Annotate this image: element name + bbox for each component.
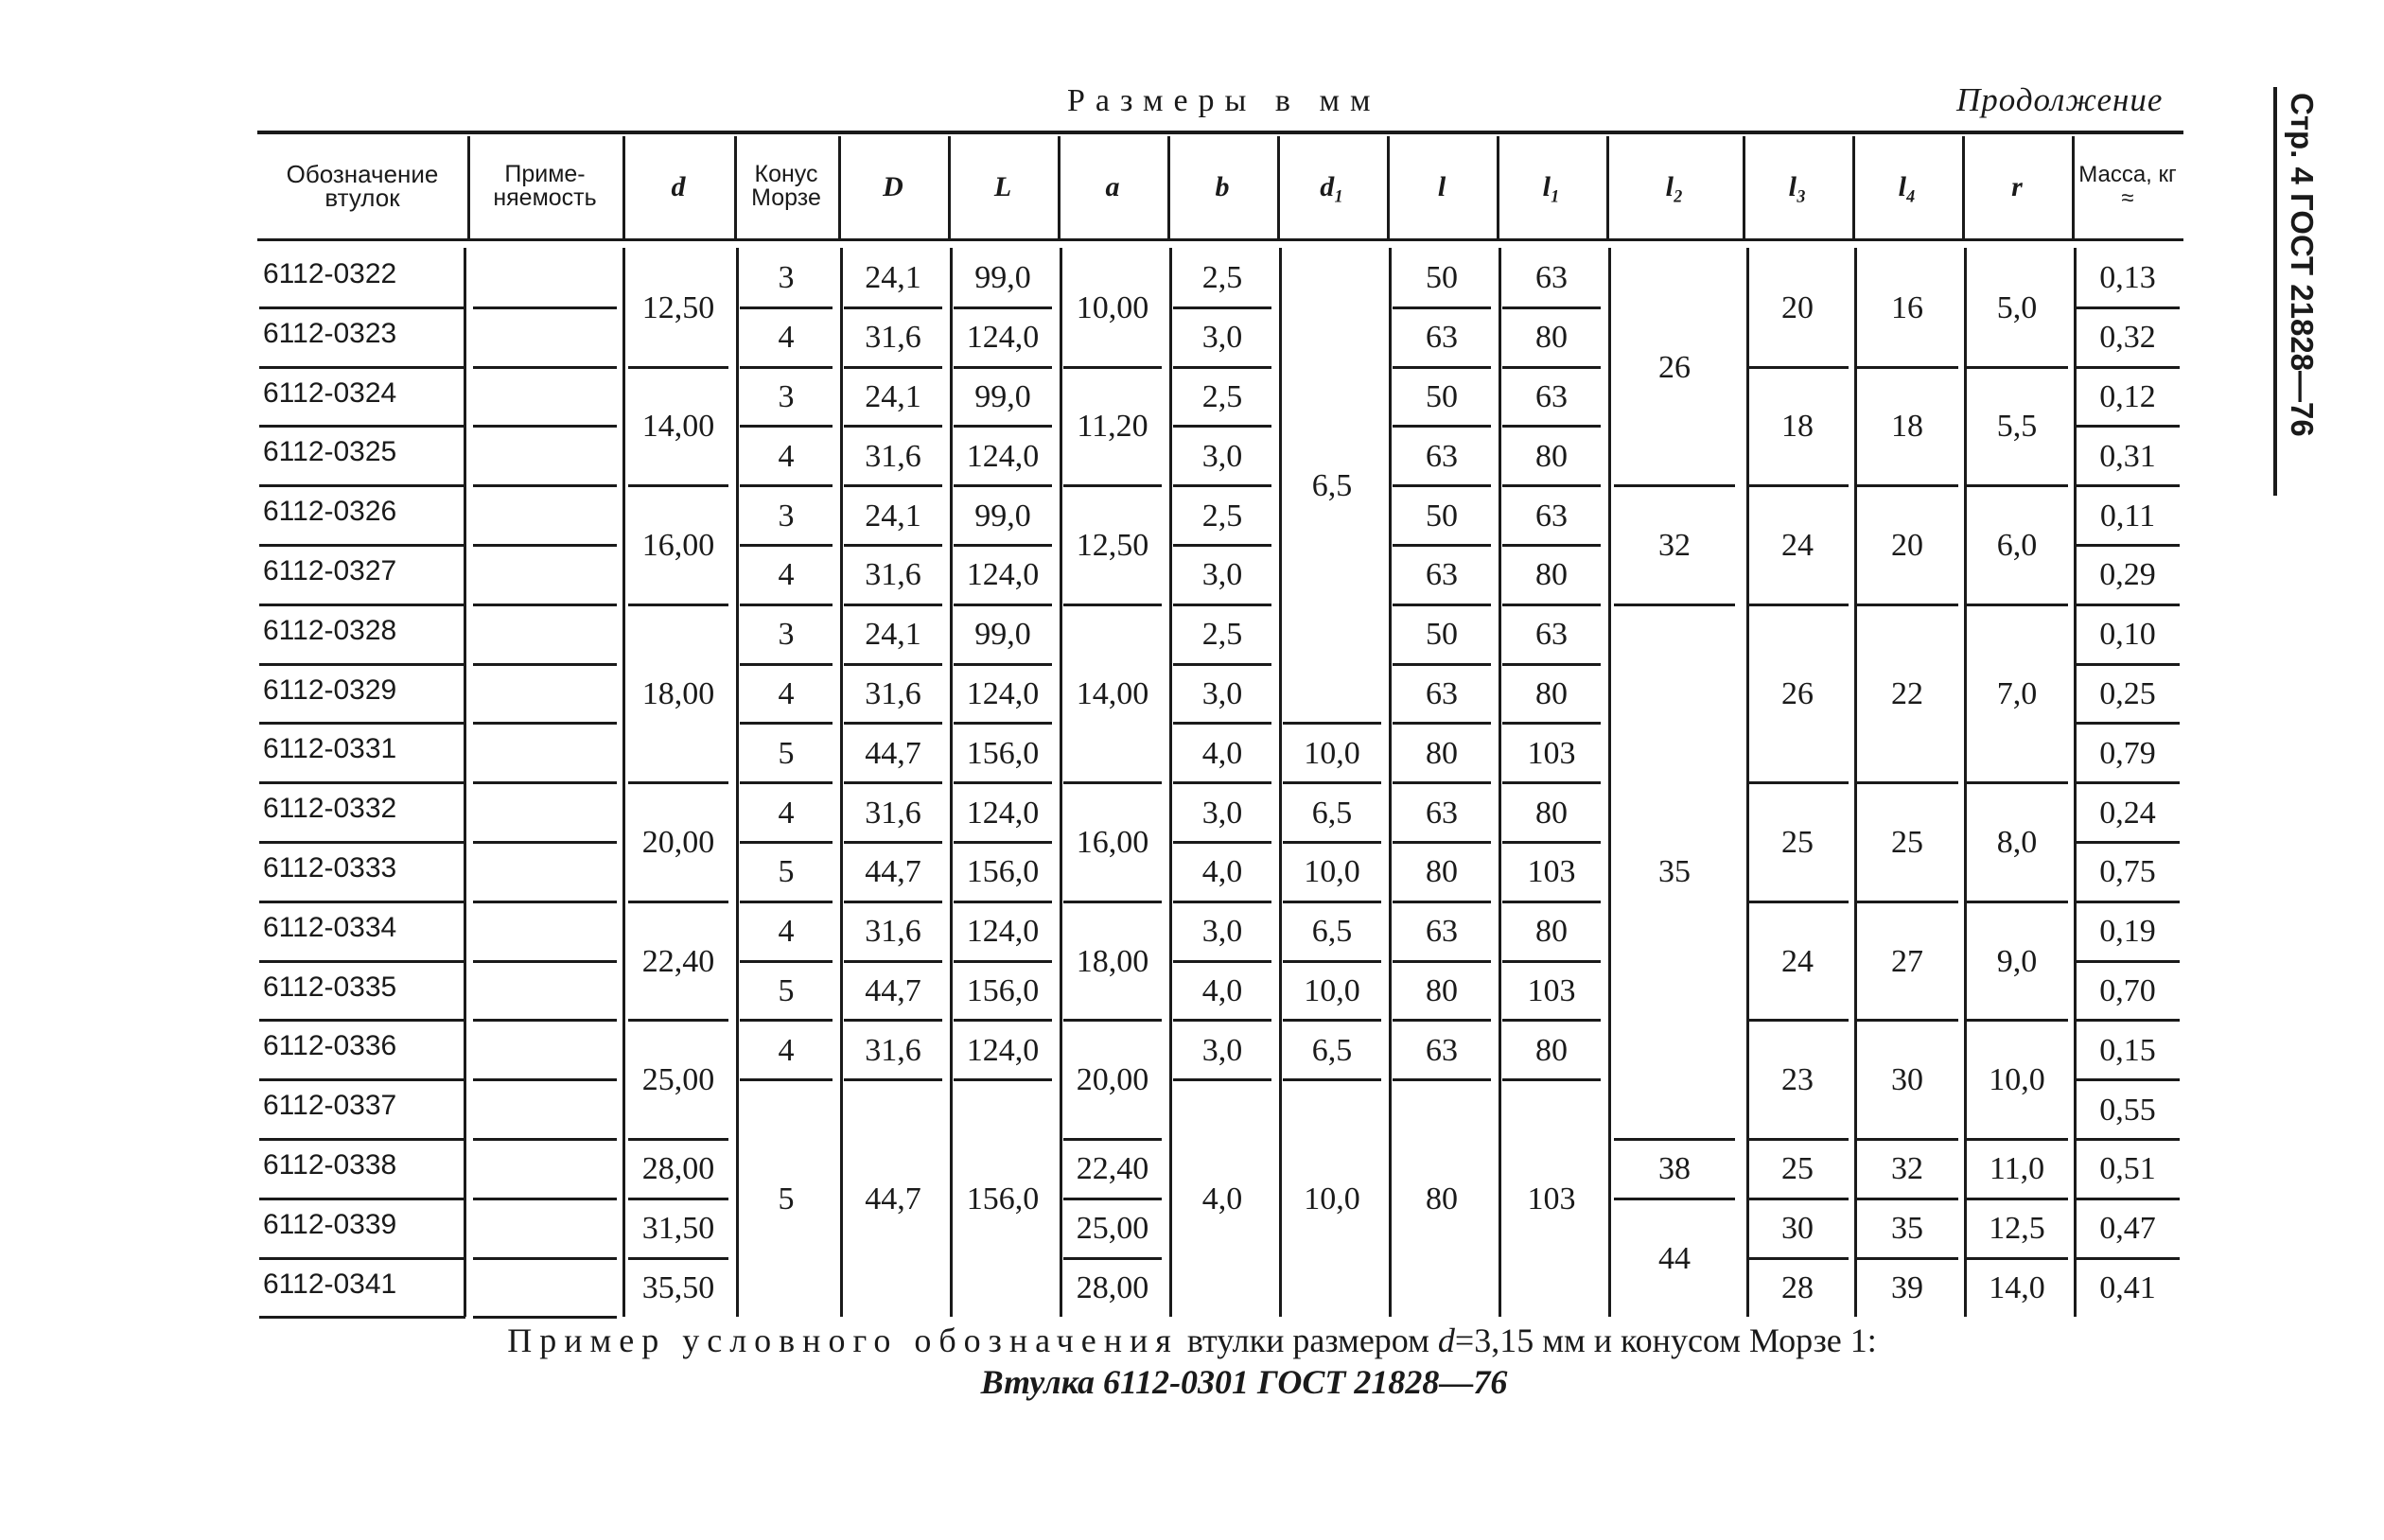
cell-mass: 0,47 (2099, 1211, 2156, 1247)
col-header-b: b (1215, 170, 1230, 202)
cell-L: 156,0 (966, 972, 1040, 1008)
header-rule (1497, 136, 1499, 238)
cell-l2: 35 (1658, 854, 1691, 890)
cell-b: 4,0 (1201, 735, 1243, 771)
table-rule (259, 544, 465, 547)
cell-D: 31,6 (865, 438, 921, 474)
cell-r: 14,0 (1989, 1269, 2045, 1305)
table-rule (259, 604, 465, 606)
table-rule (259, 841, 465, 844)
header-rule (1743, 136, 1745, 238)
header-rule (1387, 136, 1390, 238)
cell-r: 10,0 (1989, 1062, 2045, 1098)
cell-mass: 0,79 (2099, 735, 2156, 771)
table-rule (473, 781, 617, 784)
cell-b: 4,0 (1201, 1181, 1243, 1216)
cell-b: 3,0 (1201, 675, 1243, 711)
table-rule (259, 1198, 465, 1200)
cell-l1: 103 (1527, 854, 1576, 890)
cell-d1: 10,0 (1304, 735, 1360, 771)
cell-a: 14,00 (1076, 675, 1149, 711)
cell-mass: 0,70 (2099, 972, 2156, 1008)
cell-morse: 4 (778, 795, 795, 831)
cell-b: 3,0 (1201, 914, 1243, 950)
cell-d: 12,50 (641, 289, 715, 325)
page-title: Размеры в мм (1067, 83, 1381, 118)
cell-morse: 4 (778, 675, 795, 711)
cell-morse: 5 (778, 854, 795, 890)
cell-l4: 39 (1891, 1269, 1923, 1305)
cell-l1: 103 (1527, 972, 1576, 1008)
cell-d: 22,40 (641, 943, 715, 979)
table-top-rule (257, 131, 2183, 134)
cell-l: 63 (1426, 557, 1458, 593)
cell-d1: 6,5 (1311, 914, 1353, 950)
cell-D: 31,6 (865, 320, 921, 356)
designation-code: 6112-0327 (263, 555, 397, 586)
cell-a: 25,00 (1076, 1211, 1149, 1247)
table-rule (473, 1198, 617, 1200)
cell-a: 12,50 (1076, 527, 1149, 563)
cell-L: 124,0 (966, 914, 1040, 950)
cell-l1: 80 (1535, 1032, 1568, 1068)
example-value: =3,15 мм и конусом Морзе 1: (1454, 1321, 1877, 1359)
cell-r: 5,0 (1996, 289, 2038, 325)
cell-mass: 0,13 (2099, 260, 2156, 296)
cell-mass: 0,31 (2099, 438, 2156, 474)
cell-D: 24,1 (865, 617, 921, 653)
cell-d1: 6,5 (1311, 1032, 1353, 1068)
table-rule (473, 1138, 617, 1141)
cell-l1: 80 (1535, 320, 1568, 356)
cell-l: 50 (1426, 498, 1458, 534)
cell-l: 50 (1426, 260, 1458, 296)
cell-D: 31,6 (865, 795, 921, 831)
cell-l3: 23 (1781, 1062, 1814, 1098)
designation-code: 6112-0332 (263, 793, 397, 825)
designation-code: 6112-0341 (263, 1268, 397, 1300)
cell-d: 20,00 (641, 824, 715, 860)
cell-L: 124,0 (966, 1032, 1040, 1068)
cell-b: 3,0 (1201, 1032, 1243, 1068)
cell-morse: 4 (778, 438, 795, 474)
col-header-r: r (2011, 170, 2023, 202)
designation-code: 6112-0328 (263, 614, 397, 646)
cell-l1: 80 (1535, 438, 1568, 474)
table-rule (259, 1078, 465, 1081)
header-rule (838, 136, 841, 238)
cell-D: 24,1 (865, 378, 921, 414)
header-rule (467, 136, 470, 238)
cell-mass: 0,15 (2099, 1032, 2156, 1068)
example-text: втулки размером (1186, 1321, 1429, 1359)
table-rule (473, 1078, 617, 1081)
col-header-applicability: Приме- няемость (493, 161, 597, 211)
table-rule (259, 1257, 465, 1260)
designation-code: 6112-0324 (263, 376, 397, 409)
cell-L: 99,0 (974, 498, 1031, 534)
cell-D: 44,7 (865, 972, 921, 1008)
cell-D: 31,6 (865, 1032, 921, 1068)
cell-mass: 0,24 (2099, 795, 2156, 831)
col-header-L: L (993, 170, 1012, 202)
cell-d1: 10,0 (1304, 1181, 1360, 1216)
cell-r: 6,0 (1996, 527, 2038, 563)
table-rule (259, 960, 465, 963)
cell-a: 22,40 (1076, 1151, 1149, 1187)
col-header-l2: l₂ (1665, 170, 1684, 202)
cell-mass: 0,29 (2099, 557, 2156, 593)
cell-L: 99,0 (974, 617, 1031, 653)
table-rule (259, 663, 465, 666)
col-header-l1: l₁ (1542, 170, 1561, 202)
header-rule (1606, 136, 1609, 238)
cell-d: 28,00 (641, 1151, 715, 1187)
table-rule (259, 1019, 465, 1022)
example-var: d (1437, 1321, 1455, 1359)
col-header-designation: Обозначение втулок (286, 160, 439, 212)
header-rule (1058, 136, 1061, 238)
designation-code: 6112-0334 (263, 911, 397, 943)
cell-l1: 103 (1527, 1181, 1576, 1216)
col-header-d: d (671, 170, 686, 202)
cell-morse: 3 (778, 498, 795, 534)
cell-morse: 5 (778, 972, 795, 1008)
cell-l: 63 (1426, 795, 1458, 831)
designation-code: 6112-0326 (263, 496, 397, 528)
cell-b: 2,5 (1201, 617, 1243, 653)
cell-morse: 5 (778, 735, 795, 771)
col-header-l3: l₃ (1788, 170, 1807, 202)
cell-L: 156,0 (966, 735, 1040, 771)
table-rule (259, 306, 465, 309)
cell-mass: 0,55 (2099, 1092, 2156, 1128)
cell-D: 31,6 (865, 914, 921, 950)
cell-l3: 26 (1781, 675, 1814, 711)
cell-l: 80 (1426, 735, 1458, 771)
cell-L: 99,0 (974, 260, 1031, 296)
cell-l: 63 (1426, 1032, 1458, 1068)
cell-D: 44,7 (865, 1181, 921, 1216)
cell-l: 63 (1426, 320, 1458, 356)
cell-mass: 0,19 (2099, 914, 2156, 950)
cell-l4: 25 (1891, 824, 1923, 860)
designation-code: 6112-0335 (263, 971, 397, 1003)
cell-b: 3,0 (1201, 795, 1243, 831)
designation-code: 6112-0331 (263, 733, 397, 765)
col-header-a: a (1105, 170, 1120, 202)
cell-l3: 20 (1781, 289, 1814, 325)
cell-morse: 4 (778, 320, 795, 356)
cell-morse: 3 (778, 617, 795, 653)
cell-L: 124,0 (966, 675, 1040, 711)
cell-l1: 80 (1535, 914, 1568, 950)
table-rule (259, 781, 465, 784)
cell-b: 3,0 (1201, 320, 1243, 356)
cell-L: 124,0 (966, 438, 1040, 474)
header-rule (1167, 136, 1170, 238)
cell-d: 16,00 (641, 527, 715, 563)
cell-l: 63 (1426, 438, 1458, 474)
cell-l2: 32 (1658, 527, 1691, 563)
table-rule (473, 1257, 617, 1260)
cell-a: 28,00 (1076, 1269, 1149, 1305)
cell-l3: 24 (1781, 527, 1814, 563)
col-header-mass: Масса, кг ≈ (2078, 162, 2177, 211)
cell-l: 80 (1426, 1181, 1458, 1216)
designation-code: 6112-0325 (263, 436, 397, 468)
designation-code: 6112-0322 (263, 258, 397, 289)
header-rule (2072, 136, 2075, 238)
continuation-label: Продолжение (1956, 81, 2164, 118)
cell-L: 124,0 (966, 795, 1040, 831)
example-line-2: Втулка 6112-0301 ГОСТ 21828—76 (980, 1363, 1508, 1401)
cell-l: 63 (1426, 675, 1458, 711)
cell-mass: 0,41 (2099, 1269, 2156, 1305)
cell-d1: 6,5 (1311, 795, 1353, 831)
cell-L: 156,0 (966, 854, 1040, 890)
cell-b: 3,0 (1201, 438, 1243, 474)
designation-code: 6112-0336 (263, 1030, 397, 1062)
cell-l: 80 (1426, 972, 1458, 1008)
table-rule (473, 1019, 617, 1022)
cell-l3: 25 (1781, 824, 1814, 860)
cell-mass: 0,10 (2099, 617, 2156, 653)
table-header-rule (257, 238, 2183, 241)
cell-d: 14,00 (641, 409, 715, 445)
cell-D: 31,6 (865, 557, 921, 593)
cell-d1: 10,0 (1304, 854, 1360, 890)
cell-l1: 103 (1527, 735, 1576, 771)
cell-mass: 0,11 (2099, 498, 2156, 534)
cell-L: 124,0 (966, 320, 1040, 356)
cell-l1: 63 (1535, 378, 1568, 414)
cell-D: 31,6 (865, 675, 921, 711)
cell-l4: 20 (1891, 527, 1923, 563)
cell-b: 4,0 (1201, 854, 1243, 890)
cell-mass: 0,32 (2099, 320, 2156, 356)
cell-b: 3,0 (1201, 557, 1243, 593)
cell-l1: 63 (1535, 617, 1568, 653)
cell-l3: 28 (1781, 1269, 1814, 1305)
table-rule (259, 1316, 465, 1319)
cell-morse: 4 (778, 1032, 795, 1068)
cell-D: 44,7 (865, 735, 921, 771)
cell-L: 99,0 (974, 378, 1031, 414)
col-header-l: l (1437, 170, 1446, 202)
table-rule (473, 901, 617, 903)
cell-mass: 0,75 (2099, 854, 2156, 890)
col-header-l4: l₄ (1898, 170, 1917, 202)
cell-morse: 4 (778, 557, 795, 593)
cell-l1: 80 (1535, 557, 1568, 593)
designation-code: 6112-0337 (263, 1090, 397, 1122)
col-header-d1: d₁ (1320, 170, 1344, 202)
table-rule (473, 484, 617, 487)
designation-code: 6112-0323 (263, 317, 397, 349)
cell-l: 63 (1426, 914, 1458, 950)
cell-l1: 63 (1535, 260, 1568, 296)
cell-l3: 24 (1781, 943, 1814, 979)
cell-D: 44,7 (865, 854, 921, 890)
cell-l3: 18 (1781, 409, 1814, 445)
page-side-label: Стр. 4 ГОСТ 21828—76 (2285, 93, 2320, 437)
cell-d: 18,00 (641, 675, 715, 711)
cell-l4: 27 (1891, 943, 1923, 979)
header-rule (1962, 136, 1965, 238)
table-rule (259, 425, 465, 428)
cell-b: 2,5 (1201, 498, 1243, 534)
cell-L: 124,0 (966, 557, 1040, 593)
cell-r: 11,0 (1989, 1151, 2045, 1187)
cell-morse: 4 (778, 914, 795, 950)
cell-D: 24,1 (865, 498, 921, 534)
table-rule (473, 306, 617, 309)
cell-mass: 0,51 (2099, 1151, 2156, 1187)
table-rule (259, 366, 465, 369)
cell-l2: 38 (1658, 1151, 1691, 1187)
table-rule (473, 544, 617, 547)
cell-b: 4,0 (1201, 972, 1243, 1008)
cell-l2: 26 (1658, 349, 1691, 385)
cell-a: 11,20 (1077, 409, 1148, 445)
cell-r: 7,0 (1996, 675, 2038, 711)
col-header-D: D (883, 170, 903, 202)
page-side-bar (2273, 87, 2277, 496)
col-header-morse: Конус Морзе (751, 161, 821, 211)
cell-l4: 22 (1891, 675, 1923, 711)
cell-l2: 44 (1658, 1240, 1691, 1276)
table-rule (259, 901, 465, 903)
cell-mass: 0,12 (2099, 378, 2156, 414)
cell-l3: 25 (1781, 1151, 1814, 1187)
table-rule (473, 425, 617, 428)
cell-l4: 30 (1891, 1062, 1923, 1098)
cell-a: 16,00 (1076, 824, 1149, 860)
cell-l4: 32 (1891, 1151, 1923, 1187)
header-rule (948, 136, 951, 238)
header-rule (622, 136, 625, 238)
cell-d1: 10,0 (1304, 972, 1360, 1008)
table-rule (259, 722, 465, 725)
cell-morse: 3 (778, 260, 795, 296)
cell-d: 31,50 (641, 1211, 715, 1247)
cell-morse: 3 (778, 378, 795, 414)
cell-mass: 0,25 (2099, 675, 2156, 711)
cell-d: 35,50 (641, 1269, 715, 1305)
cell-l: 80 (1426, 854, 1458, 890)
designation-code: 6112-0333 (263, 852, 397, 884)
cell-d: 25,00 (641, 1062, 715, 1098)
cell-a: 20,00 (1076, 1062, 1149, 1098)
cell-d1: 6,5 (1311, 468, 1353, 504)
designation-code: 6112-0339 (263, 1208, 397, 1240)
header-rule (1852, 136, 1855, 238)
cell-r: 8,0 (1996, 824, 2038, 860)
example-prefix: Пример условного обозначения (507, 1321, 1179, 1359)
table-rule (473, 960, 617, 963)
table-rule (259, 484, 465, 487)
designation-code: 6112-0329 (263, 674, 397, 706)
table-rule (473, 841, 617, 844)
cell-r: 5,5 (1996, 409, 2038, 445)
designation-code: 6112-0338 (263, 1149, 397, 1181)
header-rule (734, 136, 737, 238)
cell-l: 50 (1426, 378, 1458, 414)
cell-l4: 18 (1891, 409, 1923, 445)
cell-r: 9,0 (1996, 943, 2038, 979)
cell-l: 50 (1426, 617, 1458, 653)
table-rule (473, 366, 617, 369)
cell-l1: 80 (1535, 795, 1568, 831)
cell-l1: 63 (1535, 498, 1568, 534)
cell-b: 2,5 (1201, 260, 1243, 296)
table-rule (473, 663, 617, 666)
cell-l3: 30 (1781, 1211, 1814, 1247)
cell-a: 18,00 (1076, 943, 1149, 979)
cell-D: 24,1 (865, 260, 921, 296)
cell-r: 12,5 (1989, 1211, 2045, 1247)
cell-a: 10,00 (1076, 289, 1149, 325)
table-rule (473, 1316, 617, 1319)
example-line-1 (0, 1321, 2384, 1360)
cell-b: 2,5 (1201, 378, 1243, 414)
cell-l4: 16 (1891, 289, 1923, 325)
table-rule (259, 1138, 465, 1141)
cell-l1: 80 (1535, 675, 1568, 711)
table-rule (473, 604, 617, 606)
table-rule (473, 722, 617, 725)
cell-L: 156,0 (966, 1181, 1040, 1216)
header-rule (1277, 136, 1280, 238)
cell-l4: 35 (1891, 1211, 1923, 1247)
cell-morse: 5 (778, 1181, 795, 1216)
